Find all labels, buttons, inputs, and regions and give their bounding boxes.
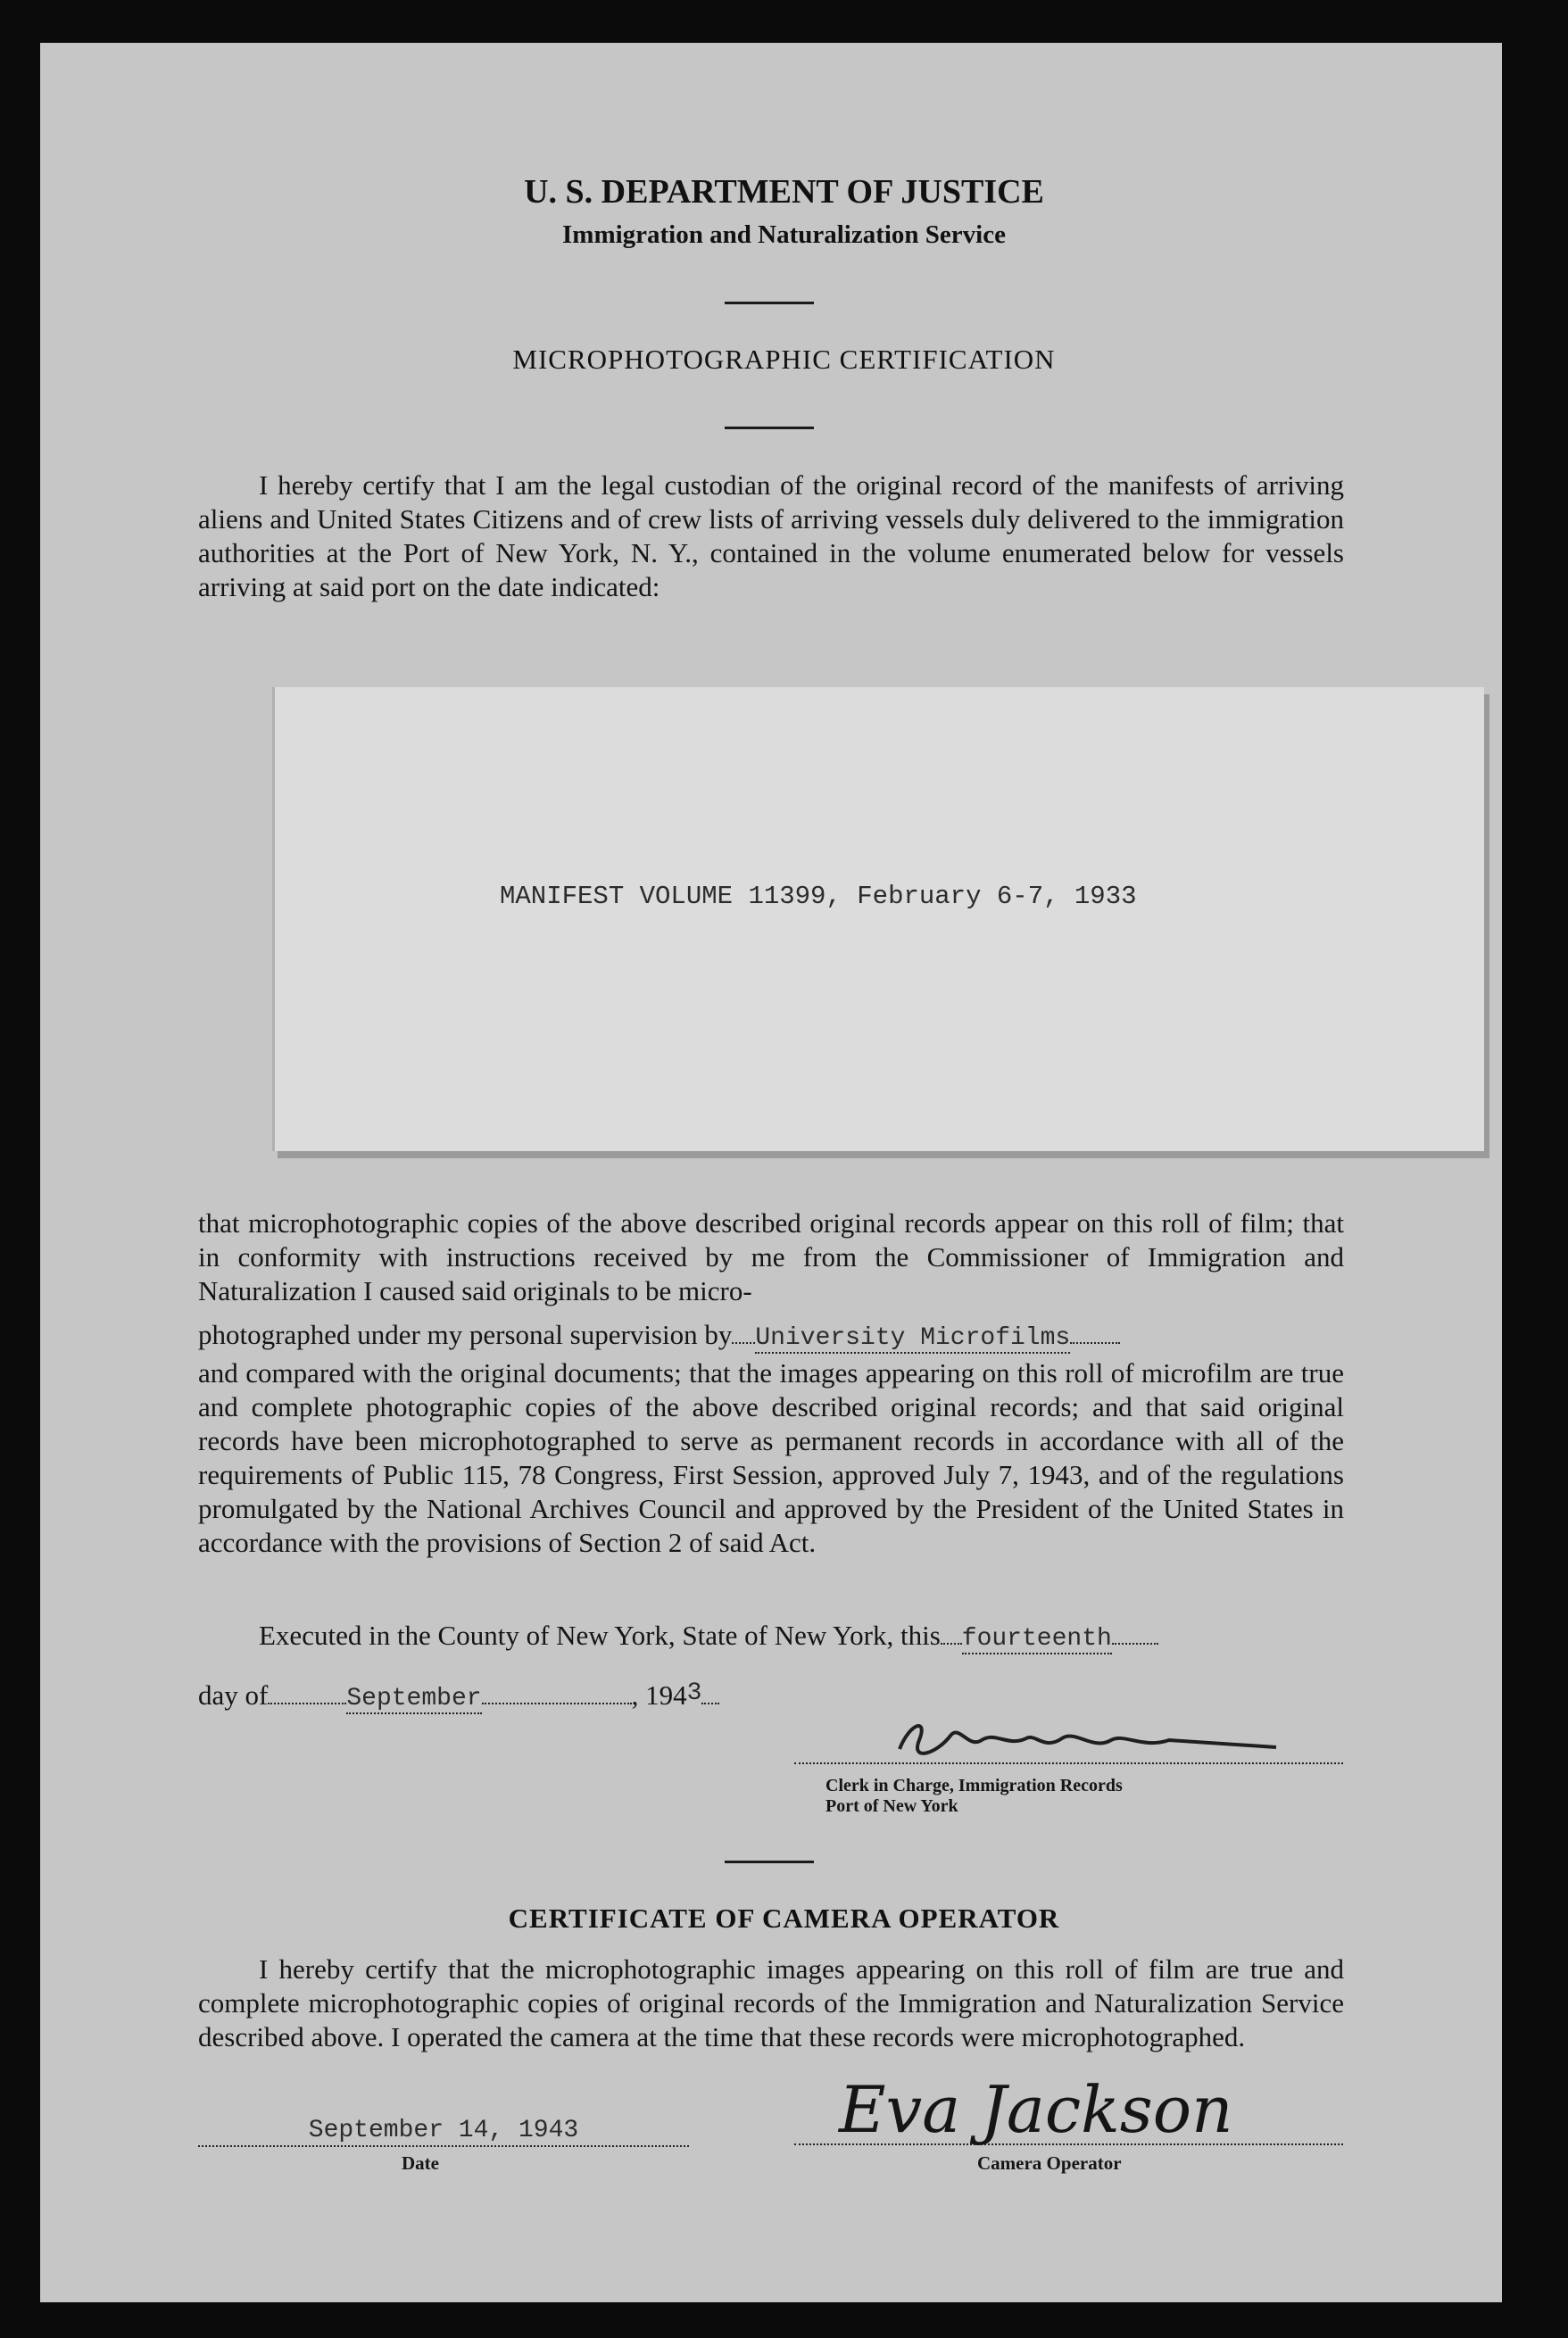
day-of-line — [198, 1679, 719, 1712]
title-divider — [725, 427, 814, 429]
execution-day: fourteenth — [961, 1625, 1112, 1653]
microfilmer-name: University Microfilms — [755, 1324, 1071, 1352]
date-field — [198, 2117, 689, 2147]
header-divider — [725, 302, 814, 304]
body-paragraph-rest: and compared with the original documents; that the images appearing on this roll of microfilm are true and complete photographic copies of the above described original records; and that said original records have been microphotographed to serve as permanent records in accordance with all of the requirements of Public 115, 78 Congress, First Session, approved July 7, 1943, and of the regulations promulgated by the National Archives Council and approved by the President of the United States in accordance with the provisions of Section 2 of said Act. — [198, 1357, 1344, 1558]
section-divider — [725, 1861, 814, 1863]
operator-label: Camera Operator — [977, 2152, 1122, 2174]
clerk-signature — [884, 1713, 1312, 1767]
day-of-label: day of — [198, 1679, 269, 1711]
supervision-prefix: photographed under my personal supervision by — [198, 1319, 733, 1350]
year-prefix: , 194 — [631, 1679, 687, 1711]
operator-signature: Eva Jackson — [839, 2072, 1233, 2147]
camera-operator-paragraph: I hereby certify that the microphotographic images appearing on this roll of film are true and complete microphotographic copies of original records of the Immigration and Naturalization Service described above. I operated the camera at the time that these records were microphotographed. — [198, 1953, 1344, 2052]
intro-paragraph: I hereby certify that I am the legal custodian of the original record of the manifests of arriving aliens and United States Citizens and of crew lists of arriving vessels duly delivered to the immigration authorities at the Port of New York, N. Y., contained in the volume enumerated below for vessels arriving at said port on the date indicated: — [198, 469, 1344, 602]
body-paragraph-opening: that microphotographic copies of the above described original records appear on this roll of film; that in conformity with instructions received by me from the Commissioner of Immigration and Naturalization I caused said originals to be micro- — [198, 1207, 1344, 1306]
clerk-title: Clerk in Charge, Immigration Records — [825, 1776, 1123, 1795]
clerk-signature-line — [794, 1762, 1343, 1764]
supervision-line — [198, 1319, 1120, 1352]
clerk-port: Port of New York — [825, 1796, 958, 1816]
execution-month: September — [346, 1685, 482, 1712]
service-subheading: Immigration and Naturalization Service — [562, 220, 1006, 249]
camera-operator-heading: CERTIFICATE OF CAMERA OPERATOR — [508, 1903, 1060, 1934]
certificate-title: MICROPHOTOGRAPHIC CERTIFICATION — [512, 344, 1056, 375]
date-label: Date — [402, 2152, 439, 2174]
execution-prefix: Executed in the County of New York, State of New York, this — [259, 1620, 941, 1651]
execution-year-digit: 3 — [686, 1679, 702, 1707]
manifest-volume-card — [272, 687, 1484, 1151]
agency-heading: U. S. DEPARTMENT OF JUSTICE — [524, 173, 1044, 211]
execution-line — [259, 1620, 1158, 1653]
manifest-volume-label: MANIFEST VOLUME 11399, February 6-7, 1933 — [500, 882, 1137, 911]
camera-date-value: September 14, 1943 — [308, 2117, 579, 2144]
